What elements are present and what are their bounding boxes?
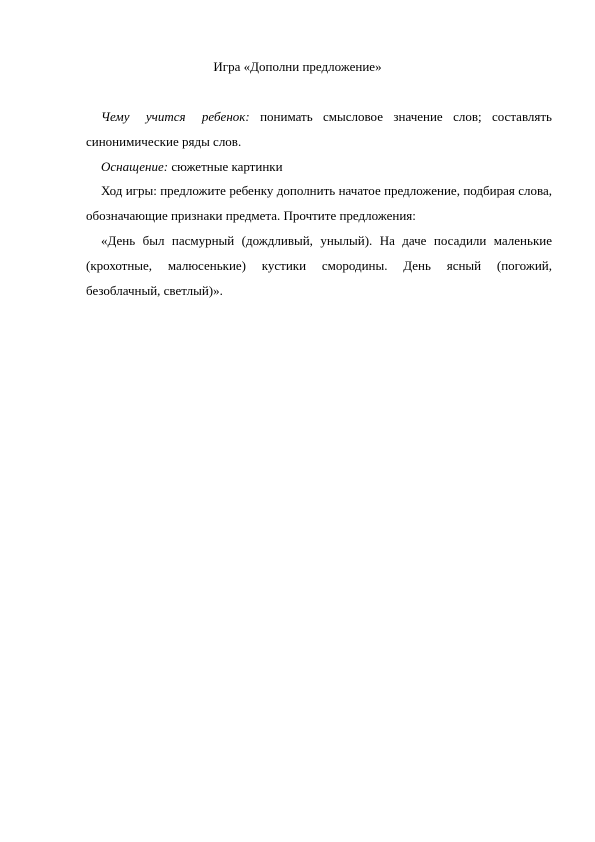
equipment-label: Оснащение:: [101, 158, 169, 174]
paragraph-learning-goal: [86, 105, 552, 155]
paragraph-game-procedure: Ход игры: предложите ребенку дополнить начатое предложение, подбирая слова, обозначающие признаки предмета. Прочтите предложения:: [86, 183, 552, 224]
document-title: Игра «Дополни предложение»: [213, 59, 382, 74]
equipment-text: сюжетные картинки: [168, 158, 283, 174]
document-body: [86, 105, 552, 303]
learning-goal-label: Чему учится ребенок:: [101, 109, 250, 124]
paragraph-example-sentences: «День был пасмурный (дождливый, унылый). На даче посадили маленькие (крохотные, малюсенькие) кустики смородины. День ясный (погожий, безоблачный, светлый)».: [86, 232, 552, 298]
learning-goal-text: понимать смысловое значение слов; составлять синонимические ряды слов.: [86, 109, 552, 149]
paragraph-equipment: [86, 155, 552, 180]
